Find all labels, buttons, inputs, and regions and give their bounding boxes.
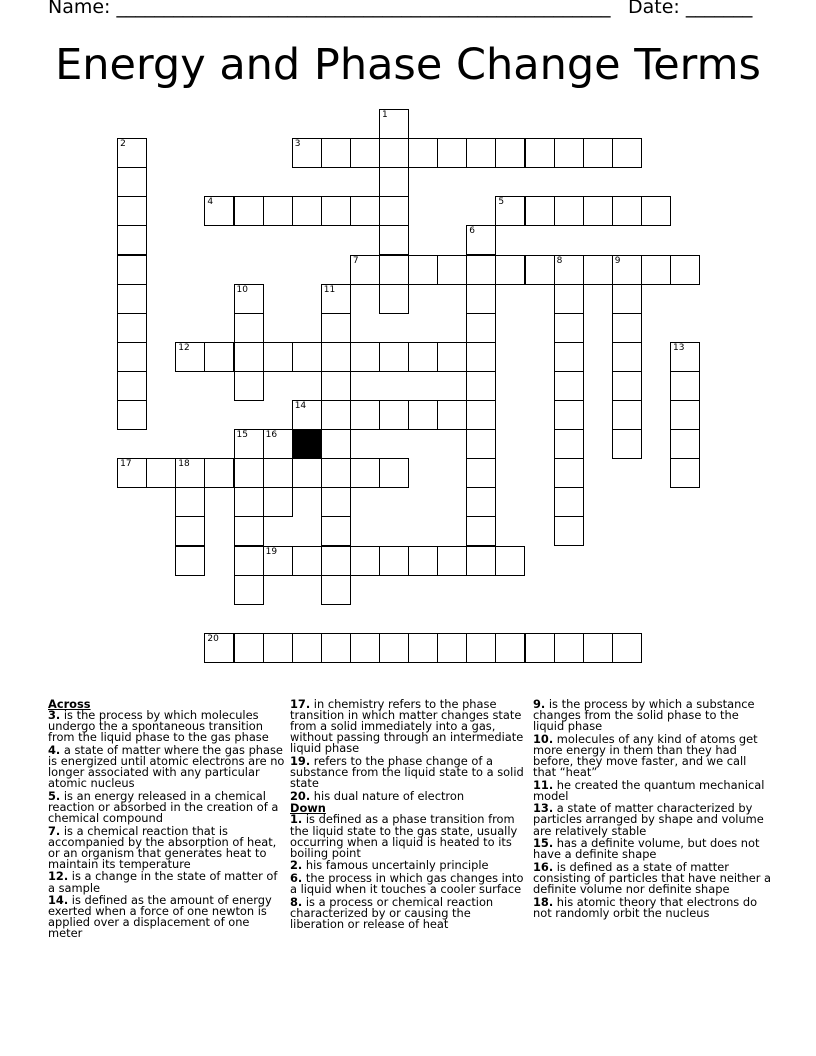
crossword-cell[interactable] — [175, 516, 205, 546]
crossword-cell[interactable] — [466, 225, 496, 255]
clue-number: 3 — [294, 139, 301, 150]
crossword-cell[interactable] — [554, 487, 584, 517]
crossword-cell[interactable] — [263, 546, 293, 576]
crossword-cell[interactable] — [117, 458, 147, 488]
crossword-cell[interactable] — [204, 342, 234, 372]
name-field: Name: ____________________________________________________ — [48, 0, 611, 18]
crossword-cell[interactable] — [466, 429, 496, 459]
crossword-cell[interactable] — [554, 633, 584, 663]
clue-number-label: 13. — [533, 801, 554, 816]
crossword-cell[interactable] — [263, 429, 293, 459]
crossword-cell[interactable] — [612, 633, 642, 663]
crossword-cell[interactable] — [350, 633, 380, 663]
clue-number: 14 — [294, 401, 307, 411]
crossword-cell[interactable] — [437, 138, 467, 168]
across-heading: Across — [48, 697, 91, 711]
crossword-cell[interactable] — [408, 400, 438, 430]
crossword-cell[interactable] — [466, 400, 496, 430]
clue-number: 7 — [352, 255, 359, 266]
crossword-cell[interactable] — [670, 342, 700, 372]
crossword-cell[interactable] — [554, 429, 584, 459]
crossword-cell[interactable] — [466, 371, 496, 401]
crossword-cell[interactable] — [117, 167, 147, 197]
crossword-cell[interactable] — [554, 458, 584, 488]
clue-number: 20 — [207, 633, 219, 644]
clue-number-label: 7. — [48, 823, 61, 838]
clue-text: molecules of any kind of atoms get more energy in them than they had before, they move faster, and we call that “heat” — [533, 731, 758, 780]
crossword-cell[interactable] — [641, 255, 671, 285]
crossword-cell[interactable] — [670, 458, 700, 488]
crossword-cell[interactable] — [554, 284, 584, 314]
clue-number: 17 — [120, 459, 132, 470]
clue-number: 5 — [498, 197, 505, 208]
clue-list — [290, 699, 528, 802]
clue-number: 4 — [207, 197, 214, 208]
crossword-cell[interactable] — [234, 313, 264, 343]
crossword-cell[interactable] — [641, 196, 671, 226]
clue-text: his atomic theory that electrons do not randomly orbit the nucleus — [533, 894, 758, 920]
clue — [290, 814, 528, 858]
clue — [48, 823, 286, 871]
crossword-cell[interactable] — [495, 546, 525, 576]
crossword-cell[interactable] — [263, 487, 293, 517]
down-heading: Down — [290, 801, 326, 816]
crossword-cell[interactable] — [117, 342, 147, 372]
clue-text: he created the quantum mechanical model — [533, 777, 765, 803]
crossword-cell[interactable] — [554, 400, 584, 430]
crossword-cell[interactable] — [525, 196, 555, 226]
crossword-cell[interactable] — [321, 429, 351, 459]
crossword-cell[interactable] — [670, 400, 700, 430]
crossword-cell[interactable] — [117, 313, 147, 343]
crossword-cell[interactable] — [234, 546, 264, 576]
crossword-cell[interactable] — [292, 342, 322, 372]
clue — [48, 788, 286, 825]
clue — [48, 895, 286, 939]
clue-text: is a process or chemical reaction characterized by or causing the liberation or release of heat — [290, 894, 494, 931]
crossword-cell[interactable] — [321, 371, 351, 401]
crossword-cell[interactable] — [408, 546, 438, 576]
crossword-cell[interactable] — [234, 487, 264, 517]
crossword-cell[interactable] — [175, 342, 205, 372]
crossword-cell[interactable] — [379, 342, 409, 372]
crossword-cell[interactable] — [379, 633, 409, 663]
crossword-cell[interactable] — [292, 633, 322, 663]
crossword-cell[interactable] — [379, 196, 409, 226]
crossword-cell[interactable] — [525, 138, 555, 168]
crossword-cell[interactable] — [554, 138, 584, 168]
clue — [290, 860, 528, 871]
crossword-cell[interactable] — [292, 196, 322, 226]
crossword-cell[interactable] — [525, 633, 555, 663]
clue-number: 1 — [382, 110, 388, 120]
crossword-cell[interactable] — [612, 196, 642, 226]
crossword-cell[interactable] — [379, 225, 409, 255]
crossword-cell[interactable] — [292, 458, 322, 488]
crossword-cell[interactable] — [437, 255, 467, 285]
clue-number: 12 — [178, 342, 190, 353]
crossword-cell[interactable] — [234, 196, 264, 226]
crossword-cell[interactable] — [263, 342, 293, 372]
crossword-cell[interactable] — [379, 458, 409, 488]
clue-text: a state of matter where the gas phase is energized until atomic electrons are no longer associated with any particular atomic nucleus — [48, 742, 285, 791]
crossword-cell[interactable] — [612, 255, 642, 285]
crossword-cell[interactable] — [234, 371, 264, 401]
clue-number-label: 4. — [48, 742, 61, 757]
crossword-cell[interactable] — [292, 400, 322, 430]
crossword-cell[interactable] — [321, 342, 351, 372]
crossword-cell[interactable] — [437, 342, 467, 372]
clue-number-label: 9. — [533, 697, 546, 711]
crossword-cell[interactable] — [117, 284, 147, 314]
clue-text: his famous uncertainly principle — [302, 858, 489, 873]
clue-number: 16 — [265, 430, 278, 441]
crossword-cell[interactable] — [670, 255, 700, 285]
clue-text: in chemistry refers to the phase transition in which matter changes state from a solid immediately into a gas, without passing through an intermediate liquid phase — [290, 697, 524, 756]
crossword-cell[interactable] — [321, 313, 351, 343]
crossword-cell[interactable] — [670, 429, 700, 459]
crossword-cell[interactable] — [379, 284, 409, 314]
crossword-cell[interactable] — [408, 342, 438, 372]
crossword-cell[interactable] — [117, 400, 147, 430]
crossword-cell[interactable] — [204, 633, 234, 663]
clue-list — [290, 814, 528, 929]
crossword-cell[interactable] — [466, 284, 496, 314]
clue-number-label: 1. — [290, 812, 303, 827]
crossword-cell[interactable] — [350, 546, 380, 576]
clue-number-label: 12. — [48, 869, 69, 884]
crossword-cell[interactable] — [583, 138, 613, 168]
clue-number-label: 19. — [290, 753, 311, 768]
clue — [533, 894, 771, 920]
crossword-cell[interactable] — [583, 196, 613, 226]
clue-text: his dual nature of electron — [310, 788, 465, 803]
crossword-cell[interactable] — [379, 255, 409, 285]
crossword-cell[interactable] — [321, 633, 351, 663]
crossword-cell[interactable] — [321, 138, 351, 168]
clue-number-label: 17. — [290, 697, 311, 711]
clue-text: is a change in the state of matter of a sample — [48, 869, 278, 895]
crossword-cell[interactable] — [670, 371, 700, 401]
clue-number-label: 8. — [290, 894, 303, 909]
crossword-cell[interactable] — [554, 371, 584, 401]
clue-number-label: 20. — [290, 788, 311, 803]
clue — [290, 753, 528, 791]
crossword-cell[interactable] — [175, 458, 205, 488]
page-title: Energy and Phase Change Terms — [55, 40, 761, 90]
clue — [48, 871, 286, 893]
crossword-cell[interactable] — [292, 546, 322, 576]
clue-number: 2 — [120, 139, 126, 150]
clue — [48, 710, 286, 743]
crossword-cell[interactable] — [408, 633, 438, 663]
crossword-cell[interactable] — [554, 342, 584, 372]
clue — [533, 777, 771, 803]
crossword-cell[interactable] — [117, 225, 147, 255]
crossword-cell[interactable] — [379, 109, 409, 139]
crossword-cell[interactable] — [350, 400, 380, 430]
crossword-cell[interactable] — [495, 196, 525, 226]
clue-text: is defined as a phase transition from the liquid state to the gas state, usually occurring when a liquid is heated to its boiling point — [290, 812, 518, 860]
crossword-cell[interactable] — [583, 633, 613, 663]
crossword-cell[interactable] — [175, 546, 205, 576]
crossword-cell[interactable] — [321, 196, 351, 226]
clue-number: 19 — [265, 546, 278, 557]
clue-text: is a chemical reaction that is accompanied by the absorption of heat, or an organism that generates heat to maintain its temperature — [48, 823, 277, 871]
crossword-cell[interactable] — [204, 196, 234, 226]
clues-column-1 — [48, 699, 286, 941]
clue-number: 6 — [469, 226, 476, 237]
crossword-cell[interactable] — [321, 575, 351, 605]
clue-text: is the process by which a substance changes from the solid phase to the liquid phase — [533, 697, 755, 734]
crossword-cell[interactable] — [612, 342, 642, 372]
crossword-cell[interactable] — [612, 313, 642, 343]
crossword-cell[interactable] — [554, 255, 584, 285]
clue-text: is defined as a state of matter consisting of particles that have neither a definite volume nor definite shape — [533, 859, 771, 896]
clue — [533, 803, 771, 836]
clue — [290, 788, 528, 803]
crossword-cell[interactable] — [117, 255, 147, 285]
black-square — [292, 429, 322, 459]
crossword-cell[interactable] — [350, 138, 380, 168]
crossword-cell[interactable] — [466, 313, 496, 343]
crossword-cell[interactable] — [379, 167, 409, 197]
clue-number: 9 — [614, 255, 621, 266]
crossword-cell[interactable] — [379, 138, 409, 168]
crossword-cell[interactable] — [379, 400, 409, 430]
crossword-cell[interactable] — [466, 487, 496, 517]
crossword-cell[interactable] — [612, 138, 642, 168]
crossword-cell[interactable] — [175, 487, 205, 517]
crossword-cell[interactable] — [146, 458, 176, 488]
crossword-cell[interactable] — [612, 400, 642, 430]
crossword-cell[interactable] — [263, 196, 293, 226]
clue-number: 11 — [323, 284, 336, 295]
clue — [533, 699, 771, 732]
crossword-cell[interactable] — [117, 371, 147, 401]
clue-number-label: 16. — [533, 859, 554, 874]
clue-number-label: 3. — [48, 708, 61, 723]
clue-number: 8 — [556, 255, 563, 266]
crossword-cell[interactable] — [350, 255, 380, 285]
crossword-cell[interactable] — [495, 138, 525, 168]
clue-text: the process in which gas changes into a liquid when it touches a cooler surface — [290, 870, 524, 896]
clues-column-2 — [290, 699, 528, 931]
crossword-cell[interactable] — [437, 633, 467, 663]
crossword-cell[interactable] — [117, 138, 147, 168]
crossword-cell[interactable] — [554, 313, 584, 343]
crossword-cell[interactable] — [612, 371, 642, 401]
clue — [290, 894, 528, 931]
crossword-cell[interactable] — [263, 458, 293, 488]
clue-list — [48, 710, 286, 939]
crossword-cell[interactable] — [612, 429, 642, 459]
crossword-cell[interactable] — [525, 255, 555, 285]
crossword-cell[interactable] — [350, 342, 380, 372]
crossword-cell[interactable] — [466, 633, 496, 663]
clue-text: is defined as the amount of energy exerted when a force of one newton is applied over a displacement of one meter — [48, 893, 272, 941]
clue-list — [533, 699, 771, 919]
clue-number: 10 — [236, 284, 248, 295]
clue — [290, 870, 528, 896]
clue-text: is an energy released in a chemical reaction or absorbed in the creation of a chemical compound — [48, 788, 279, 825]
crossword-cell[interactable] — [263, 633, 293, 663]
crossword-cell[interactable] — [466, 255, 496, 285]
clue-number-label: 5. — [48, 788, 61, 803]
crossword-cell[interactable] — [408, 255, 438, 285]
crossword-cell[interactable] — [466, 138, 496, 168]
clue-number-label: 10. — [533, 731, 554, 746]
clue-text: a state of matter characterized by particles arranged by shape and volume are relatively stable — [533, 801, 764, 838]
clues-column-3 — [533, 699, 771, 920]
clue — [533, 859, 771, 896]
crossword-cell[interactable] — [466, 546, 496, 576]
clue — [290, 699, 528, 754]
clue-number-label: 18. — [533, 894, 554, 909]
clue-text: refers to the phase change of a substance from the liquid state to a solid state — [290, 753, 524, 791]
crossword-cell[interactable] — [350, 196, 380, 226]
crossword-cell[interactable] — [437, 546, 467, 576]
crossword-cell[interactable] — [321, 546, 351, 576]
crossword-cell[interactable] — [234, 633, 264, 663]
crossword-cell[interactable] — [234, 516, 264, 546]
crossword-cell[interactable] — [234, 575, 264, 605]
clue-number-label: 6. — [290, 870, 303, 885]
crossword-cell[interactable] — [495, 633, 525, 663]
crossword-cell[interactable] — [437, 400, 467, 430]
crossword-cell[interactable] — [321, 458, 351, 488]
crossword-cell[interactable] — [321, 284, 351, 314]
clue-number-label: 11. — [533, 777, 554, 792]
date-field: Date: _______ — [628, 0, 753, 18]
crossword-cell[interactable] — [292, 138, 322, 168]
clue — [533, 838, 771, 860]
crossword-cell[interactable] — [466, 516, 496, 546]
crossword-cell[interactable] — [350, 458, 380, 488]
crossword-cell[interactable] — [379, 546, 409, 576]
crossword-cell[interactable] — [234, 342, 264, 372]
crossword-cell[interactable] — [321, 516, 351, 546]
crossword-cell[interactable] — [466, 342, 496, 372]
crossword-cell[interactable] — [234, 284, 264, 314]
clue — [48, 742, 286, 791]
crossword-cell[interactable] — [234, 429, 264, 459]
crossword-cell[interactable] — [612, 284, 642, 314]
clue-number-label: 14. — [48, 893, 69, 908]
clue-text: has a definite volume, but does not have a definite shape — [533, 836, 760, 862]
clue-number-label: 15. — [533, 836, 554, 851]
clue-number: 13 — [673, 342, 685, 353]
crossword-cell[interactable] — [554, 196, 584, 226]
crossword-cell[interactable] — [583, 255, 613, 285]
crossword-cell[interactable] — [117, 196, 147, 226]
crossword-cell[interactable] — [234, 458, 264, 488]
clue-number: 18 — [178, 459, 190, 470]
clue-text: is the process by which molecules undergo the a spontaneous transition from the liquid phase to the gas phase — [48, 708, 269, 745]
crossword-cell[interactable] — [321, 400, 351, 430]
crossword-cell[interactable] — [204, 458, 234, 488]
clue-number: 15 — [236, 430, 248, 441]
crossword-cell[interactable] — [408, 138, 438, 168]
crossword-cell[interactable] — [495, 255, 525, 285]
clue — [533, 731, 771, 780]
crossword-cell[interactable] — [321, 487, 351, 517]
clue-number-label: 2. — [290, 858, 303, 873]
crossword-cell[interactable] — [554, 516, 584, 546]
crossword-cell[interactable] — [466, 458, 496, 488]
